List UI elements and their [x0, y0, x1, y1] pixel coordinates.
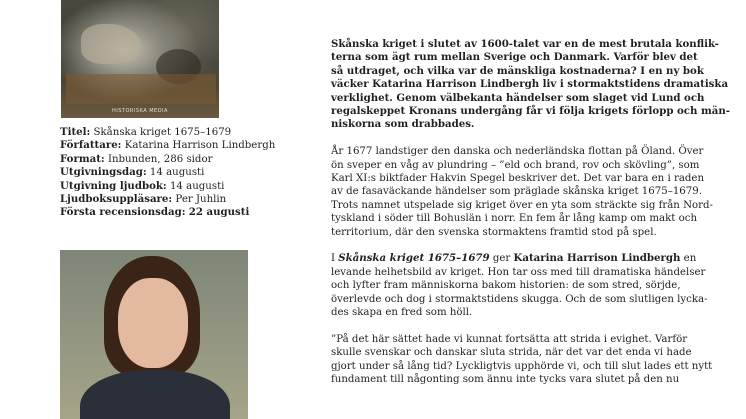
text-line: verklighet. Genom välbekanta händelser som slaget vid Lund och	[331, 91, 705, 104]
paragraph-2	[331, 252, 721, 319]
text-line: des skapa en fred som höll.	[331, 307, 473, 319]
metadata-value: Per Juhlin	[175, 194, 227, 206]
text-line: ön sveper en våg av plundring – ”eld och brand, rov och skövling”, som	[331, 159, 700, 171]
cover-painting-detail	[81, 24, 141, 64]
book-title-inline: Skånska kriget 1675–1679	[338, 252, 490, 265]
cover-painting-detail	[66, 74, 216, 104]
text-line: Trots namnet utspelade sig kriget över en yta som sträckte sig från Nord-	[331, 199, 713, 211]
p2-prefix: I	[331, 253, 339, 265]
text-line: territorium, där den svenska stormaktens framtid stod på spel.	[331, 226, 657, 238]
metadata-row	[60, 153, 320, 166]
cover-publisher-label: HISTORISKA MEDIA	[112, 108, 168, 114]
portrait-shoulders	[80, 370, 230, 419]
portrait-face	[118, 278, 188, 368]
metadata-row	[60, 126, 320, 139]
book-cover-image	[61, 0, 219, 118]
text-line: överlevde och dog i stormaktstidens skugga. Och de som slutligen lycka-	[331, 293, 708, 305]
book-metadata	[60, 126, 320, 220]
text-line: ”På det här sättet hade vi kunnat fortsätta att strida i evighet. Varför	[331, 333, 688, 345]
metadata-key: Författare:	[60, 139, 122, 152]
p2-suffix: en	[680, 253, 697, 265]
metadata-row	[60, 180, 320, 193]
text-line: levande helhetsbild av kriget. Hon tar oss med till dramatiska händelser	[331, 266, 706, 278]
paragraph-2-first-line	[331, 252, 721, 265]
metadata-key: Titel:	[60, 126, 91, 138]
text-line: fundament till någonting som ännu inte tycks vara slutet på den nu	[331, 374, 680, 386]
metadata-value: 14 augusti	[149, 167, 205, 179]
text-line: gjort under så lång tid? Lyckligtvis upphörde vi, och till slut lades ett nytt	[331, 360, 713, 372]
lead-paragraph	[331, 38, 730, 132]
p2-mid: ger	[489, 253, 514, 265]
metadata-row	[60, 166, 320, 179]
text-line: skulle svenskar och danskar sluta strida, när det var det enda vi hade	[331, 347, 692, 359]
paragraph-3-quote	[331, 333, 721, 387]
metadata-value: Inbunden, 286 sidor	[107, 153, 213, 165]
text-line: niskorna som drabbades.	[331, 118, 475, 131]
metadata-row	[60, 206, 320, 219]
text-line: så utdraget, och vilka var de mänskliga kostnaderna? I en ny bok	[331, 64, 704, 77]
text-line: väcker Katarina Harrison Lindbergh liv i stormaktstidens dramatiska	[331, 78, 729, 91]
metadata-key: Första recensionsdag:	[60, 206, 186, 219]
text-line: Skånska kriget i slutet av 1600-talet var en de mest brutala konflik-	[331, 38, 719, 50]
text-line: tyskland i söder till Bohuslän i norr. En fem år lång kamp om makt och	[331, 213, 698, 225]
metadata-key: Utgivning ljudbok:	[60, 179, 167, 192]
text-line: regalskeppet Kronans undergång får vi följa krigets förlopp och män-	[331, 105, 730, 118]
metadata-value: Katarina Harrison Lindbergh	[124, 140, 276, 152]
author-portrait-photo	[60, 250, 248, 419]
metadata-row	[60, 193, 320, 206]
text-line: terna som ägt rum mellan Sverige och Danmark. Varför blev det	[331, 51, 698, 64]
text-line: av de fasaväckande händelser som präglade skånska kriget 1675–1679.	[331, 186, 702, 198]
text-line: År 1677 landstiger den danska och nederländska flottan på Öland. Över	[331, 146, 704, 158]
author-name-inline: Katarina Harrison Lindbergh	[513, 252, 681, 265]
metadata-row	[60, 139, 320, 152]
paragraph-1	[331, 145, 721, 239]
article-body	[331, 38, 730, 400]
text-line: och lyfter fram människorna bakom historien: de som stred, sörjde,	[331, 280, 681, 292]
metadata-key: Format:	[60, 152, 105, 165]
metadata-value: 14 augusti	[169, 180, 225, 192]
metadata-value: 22 augusti	[188, 206, 250, 219]
metadata-key: Utgivningsdag:	[60, 166, 147, 179]
text-line: Karl XI:s biktfader Hakvin Spegel beskriver det. Det var bara en i raden	[331, 173, 705, 185]
metadata-key: Ljudboksuppläsare:	[60, 193, 173, 206]
metadata-value: Skånska kriget 1675–1679	[93, 127, 232, 138]
